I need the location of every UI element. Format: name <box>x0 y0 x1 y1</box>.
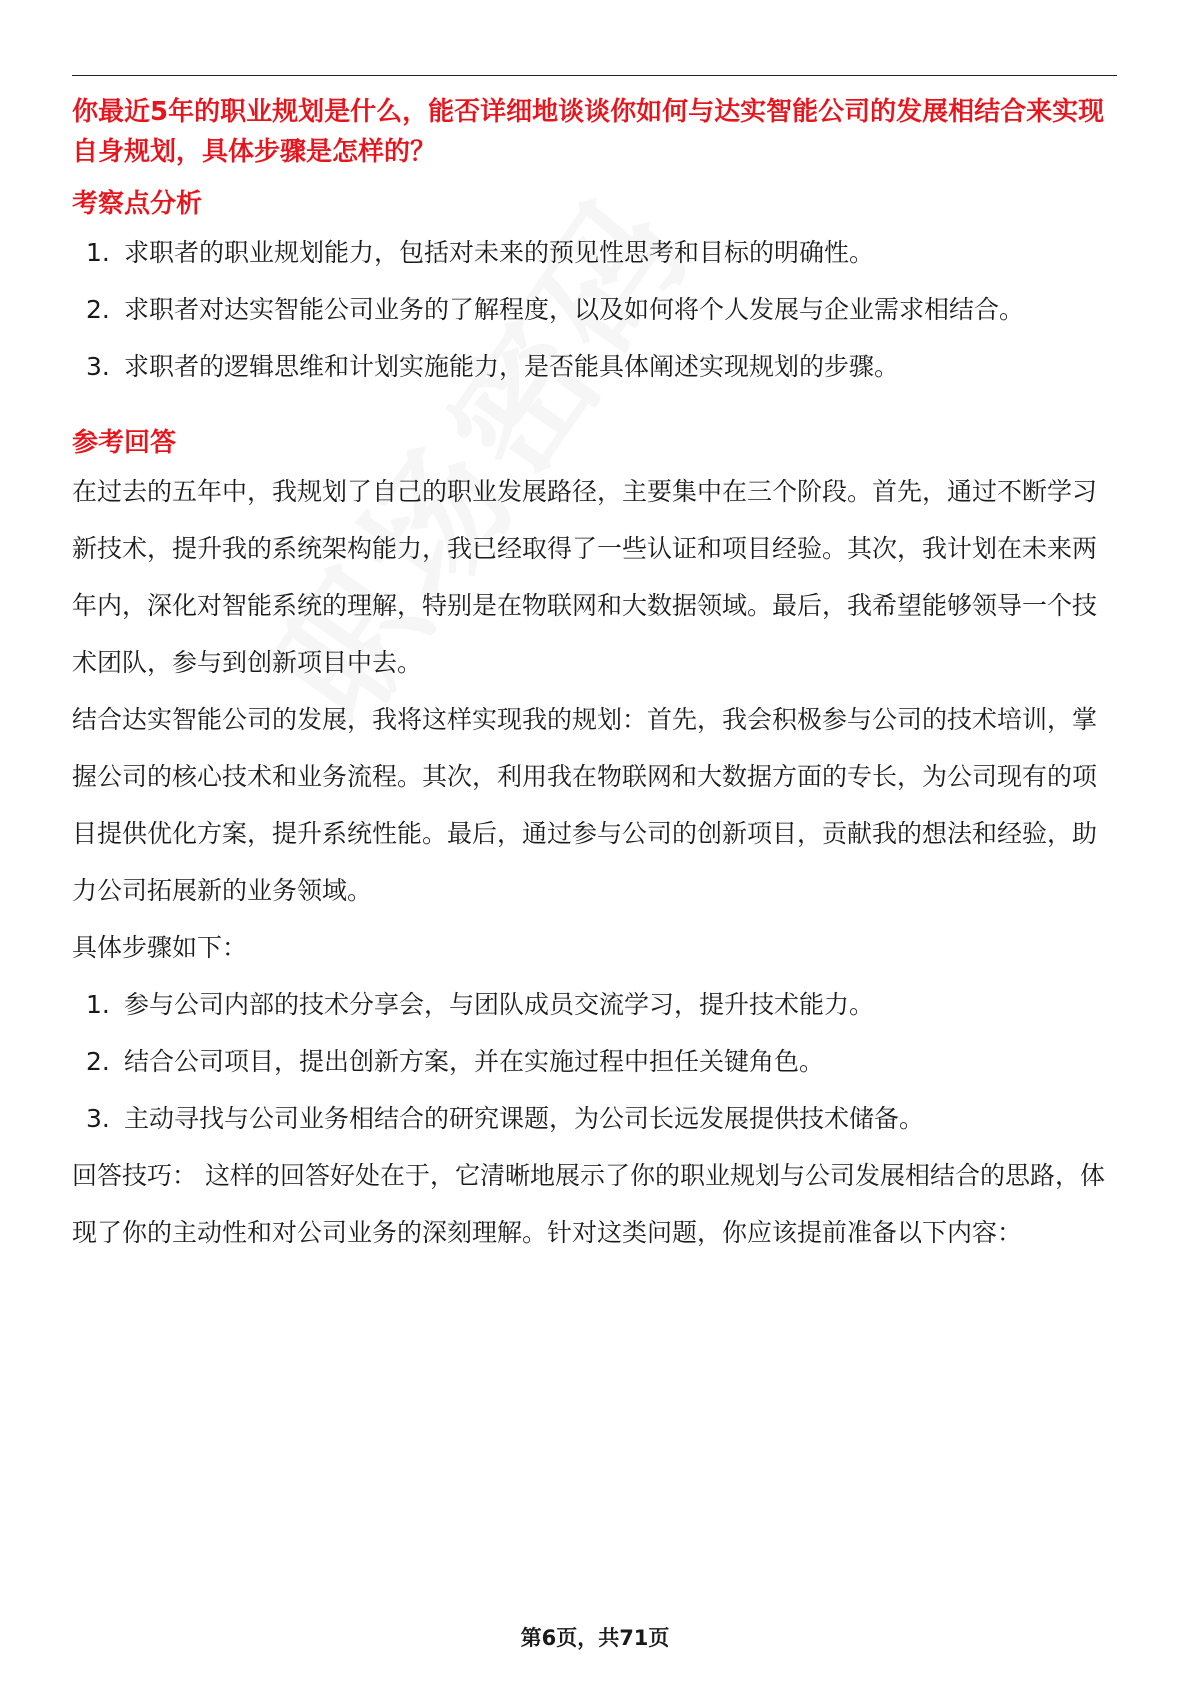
analysis-heading: 考察点分析 <box>72 189 203 219</box>
list-item-text: 求职者的逻辑思维和计划实施能力，是否能具体阐述实现规划的步骤。 <box>124 352 900 381</box>
list-number: 3. <box>86 352 110 381</box>
list-item <box>72 224 1117 281</box>
list-item <box>72 338 1117 395</box>
list-number: 3. <box>86 1104 110 1133</box>
top-rule <box>72 75 1117 76</box>
list-item-text: 主动寻找与公司业务相结合的研究课题，为公司长远发展提供技术储备。 <box>124 1104 925 1133</box>
list-number: 2. <box>86 1047 110 1076</box>
steps-list <box>72 976 1117 1147</box>
list-item-text: 结合公司项目，提出创新方案，并在实施过程中担任关键角色。 <box>124 1047 825 1076</box>
list-number: 1. <box>86 990 110 1019</box>
answer-heading: 参考回答 <box>72 428 177 458</box>
list-number: 1. <box>86 238 110 267</box>
steps-intro: 具体步骤如下： <box>72 933 248 962</box>
list-item-text: 参与公司内部的技术分享会，与团队成员交流学习，提升技术能力。 <box>124 990 875 1019</box>
answer-paragraph: 结合达实智能公司的发展，我将这样实现我的规划：首先，我会积极参与公司的技术培训，掌握公司的核心技术和业务流程。其次，利用我在物联网和大数据方面的专长，为公司现有的项目提供优化方案，提升系统性能。最后，通过参与公司的创新项目，贡献我的想法和经验，助力公司拓展新的业务领域。 <box>72 705 1098 905</box>
answer-tips: 回答技巧： 这样的回答好处在于，它清晰地展示了你的职业规划与公司发展相结合的思路，体现了你的主动性和对公司业务的深刻理解。针对这类问题，你应该提前准备以下内容： <box>72 1161 1105 1247</box>
list-item-text: 求职者对达实智能公司业务的了解程度，以及如何将个人发展与企业需求相结合。 <box>124 295 1025 324</box>
list-item <box>72 1033 1117 1090</box>
page-content <box>72 92 1117 1261</box>
list-item <box>72 976 1117 1033</box>
answer-paragraph: 在过去的五年中，我规划了自己的职业发展路径，主要集中在三个阶段。首先，通过不断学习新技术，提升我的系统架构能力，我已经取得了一些认证和项目经验。其次，我计划在未来两年内，深化对智能系统的理解，特别是在物联网和大数据领域。最后，我希望能够领导一个技术团队，参与到创新项目中去。 <box>72 477 1098 677</box>
question-title: 你最近5年的职业规划是什么，能否详细地谈谈你如何与达实智能公司的发展相结合来实现自身规划，具体步骤是怎样的？ <box>72 97 1105 167</box>
list-item-text: 求职者的职业规划能力，包括对未来的预见性思考和目标的明确性。 <box>124 238 875 267</box>
list-number: 2. <box>86 295 110 324</box>
list-item <box>72 1090 1117 1147</box>
analysis-list <box>72 224 1117 395</box>
list-item <box>72 281 1117 338</box>
page-footer: 第6页，共71页 <box>520 1626 670 1650</box>
